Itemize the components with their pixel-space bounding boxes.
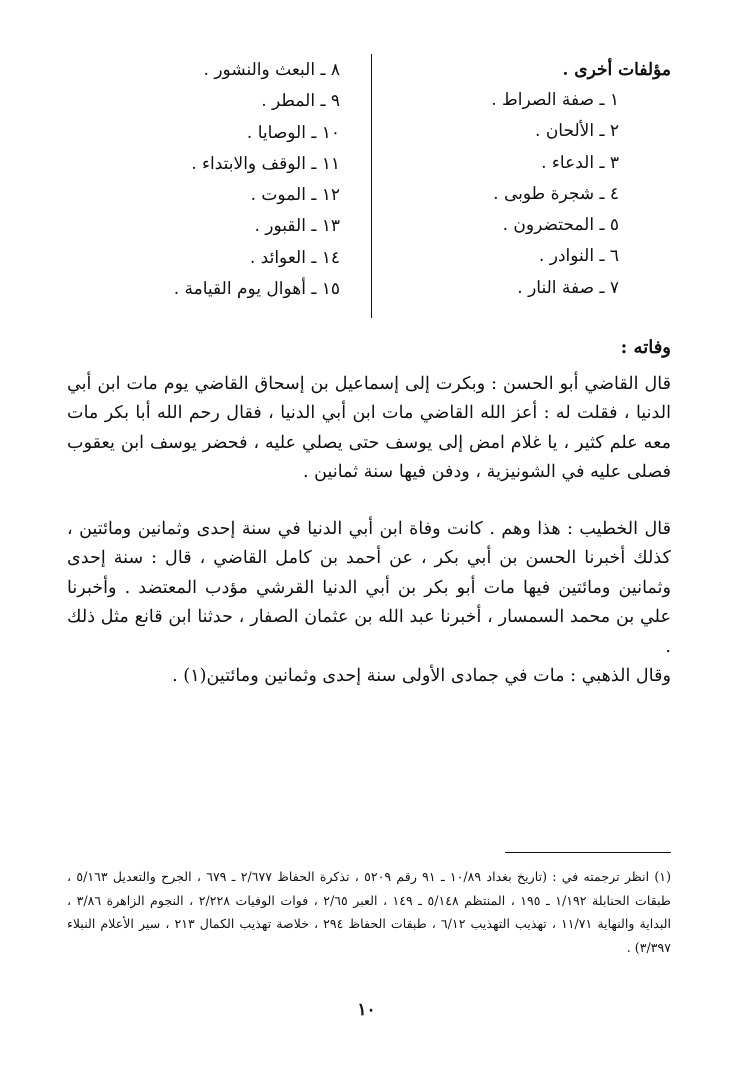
list-item: ٨ ـ البعث والنشور . [203,60,340,80]
list-item: ١٢ ـ الموت . [250,185,340,206]
other-works-title: مؤلفات أخرى . [562,60,671,80]
list-item: ١٤ ـ العوائد . [249,247,340,268]
footnote-separator [505,852,671,853]
list-item: ١١ ـ الوقف والابتداء . [191,153,340,174]
footnote: (١) انظر ترجمته في : (تاريخ بغداد ١٠/٨٩ ـ ٩١ رقم ٥٢٠٩ ، تذكرة الحفاظ ٢/٦٧٧ ـ ٦٧٩ ، الجرح والتعديل ٥/١٦٣ ، طبقات الحنابلة ١/١٩٢ ـ ١٩٥ ، المنتظم ٥/١٤٨ ـ ١٤٩ ، العبر ٢/٦٥ ، فوات الوفيات ٢/٢٢٨ ، النجوم الزاهرة ٣/٨٦ ، البداية والنهاية ١١/٧١ ، تهذيب التهذيب ٦/١٢ ، طبقات الحفاظ ٢٩٤ ، خلاصة تهذيب الكمال ٢١٣ ، سير الأعلام النبلاء ٣/٣٩٧) . [67,869,671,955]
list-item: ١٥ ـ أهوال يوم القيامة . [173,279,340,300]
body-paragraph: قال الخطيب : هذا وهم . كانت وفاة ابن أبي الدنيا في سنة إحدى وثمانين ومائتين ، كذلك أخبرنا الحسن بن أبي بكر ، عن أحمد بن كامل القاضي ، قال : سنة إحدى وثمانين ومائتين فيها مات أبو بكر بن أبي الدنيا القرشي مؤدب المعتضد . وأخبرنا علي بن محمد السمسار ، أخبرنا عبد الله بن عثمان الصفار ، حدثنا ابن قانع مثل ذلك . [67,519,671,657]
list-item: ١ ـ صفة الصراط . [491,90,619,110]
works-list-left-column [150,55,340,305]
body-paragraph: قال القاضي أبو الحسن : وبكرت إلى إسماعيل بن إسحاق القاضي يوم مات ابن أبي الدنيا ، فقلت له : أعز الله القاضي مات ابن أبي الدنيا ، فقال رحم الله أبا بكر مات معه علم كثير ، يا غلام امض إلى يوسف حتى يصلي عليه ، فحضر يوسف ابن يعقوب فصلى عليه في الشونيزية ، ودفن فيها سنة ثمانين . [67,374,671,483]
page-number: ١٠ [357,1000,376,1020]
death-section-heading: وفاته : [620,337,671,358]
list-item: ٧ ـ صفة النار . [517,277,619,298]
list-item: ٦ ـ النوادر . [538,246,619,267]
list-item: ٣ ـ الدعاء . [541,152,619,173]
list-item: ١٠ ـ الوصايا . [246,122,340,143]
list-item: ٥ ـ المحتضرون . [502,215,619,236]
list-item: ٢ ـ الألحان . [535,121,619,142]
list-item: ١٣ ـ القبور . [254,216,340,237]
list-item: ٤ ـ شجرة طوبى . [493,183,619,204]
column-divider [371,54,372,318]
works-list-right-column [381,55,671,304]
body-paragraph: وقال الذهبي : مات في جمادى الأولى سنة إحدى وثمانين ومائتين(١) . [172,666,671,686]
list-item: ٩ ـ المطر . [261,91,340,112]
